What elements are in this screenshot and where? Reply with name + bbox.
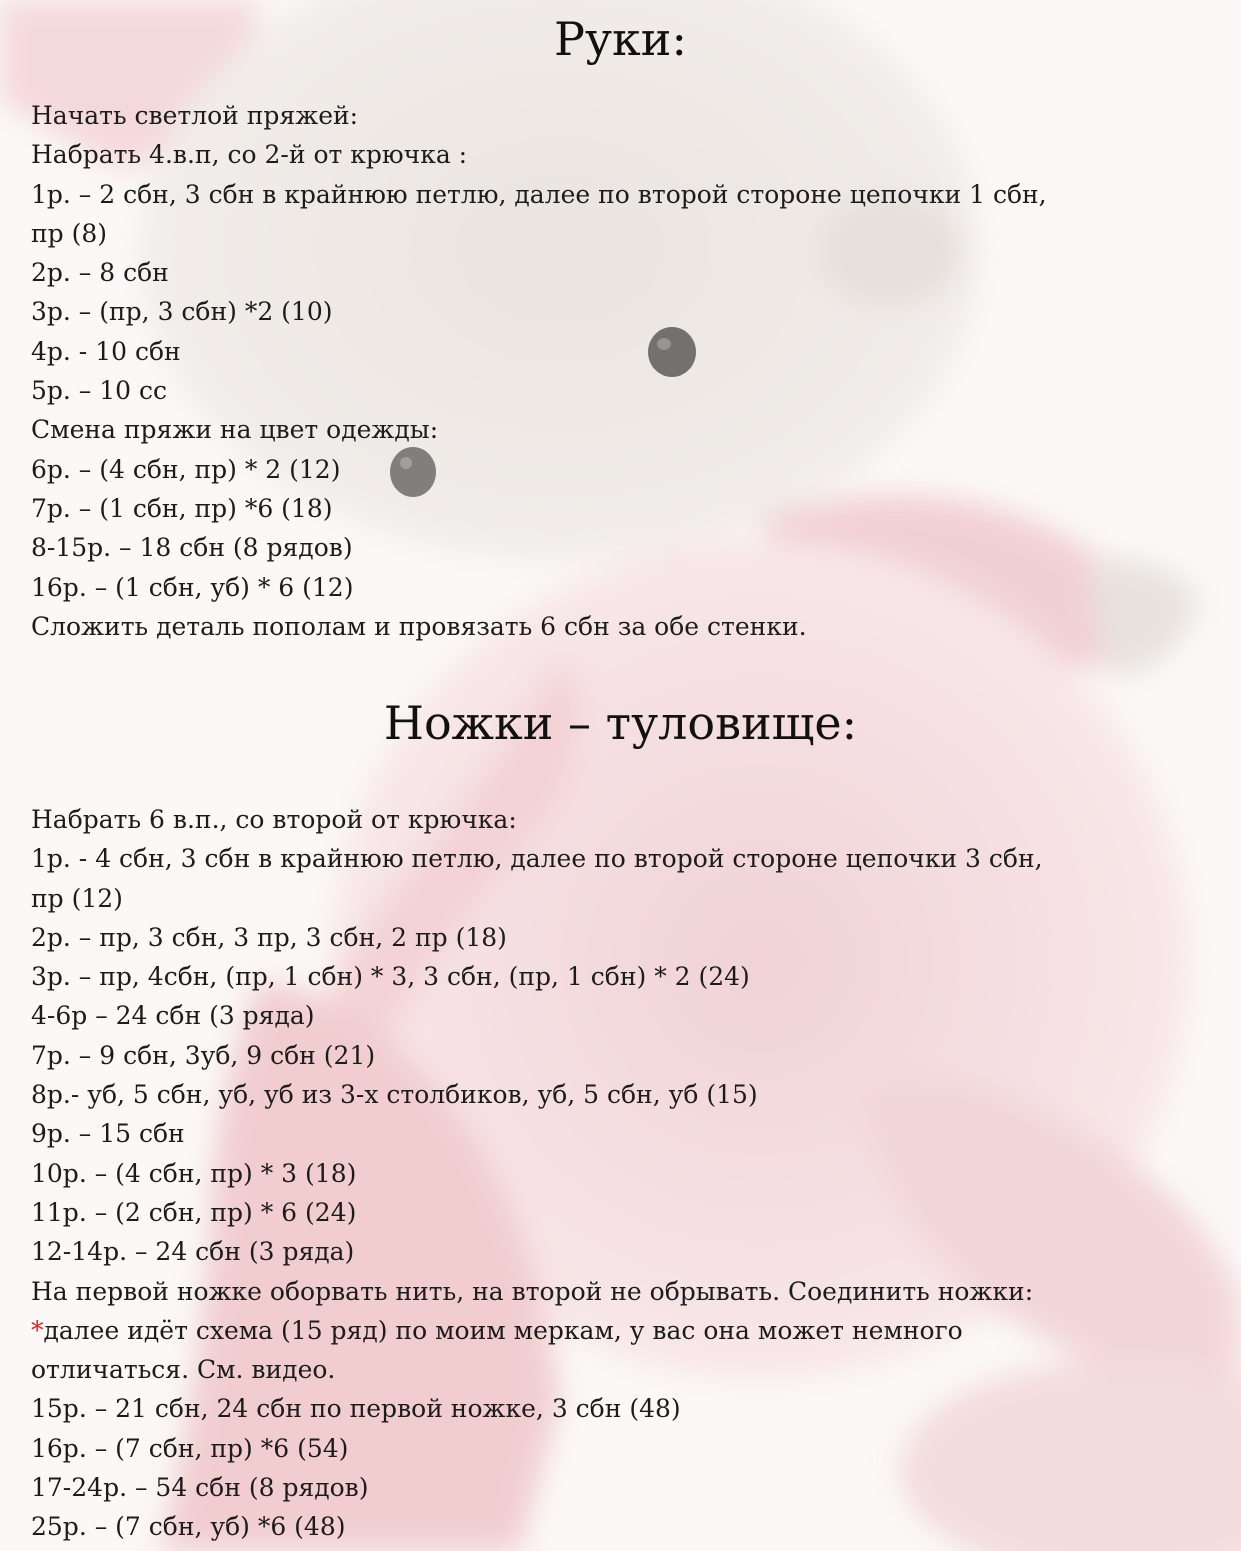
instruction-line: 17-24р. – 54 сбн (8 рядов)	[31, 1473, 369, 1503]
instruction-line: На первой ножке оборвать нить, на второй не обрывать. Соединить ножки:	[31, 1276, 1034, 1306]
instruction-line: 1р. - 4 сбн, 3 сбн в крайнюю петлю, далее по второй стороне цепочки 3 сбн,	[31, 844, 1043, 874]
note-line: отличаться. См. видео.	[31, 1355, 336, 1385]
section-title: Руки:	[554, 12, 687, 66]
pattern-instructions	[31, 96, 1221, 646]
note-line	[31, 1311, 1221, 1350]
section-title: Ножки – туловище:	[383, 696, 858, 750]
pattern-instructions	[31, 800, 1221, 1547]
instruction-line: 4-6р – 24 сбн (3 ряда)	[31, 1001, 315, 1031]
instruction-line: Начать светлой пряжей:	[31, 101, 359, 130]
instruction-line: 2р. – пр, 3 сбн, 3 пр, 3 сбн, 2 пр (18)	[31, 922, 507, 952]
instruction-line: 16р. – (7 сбн, пр) *6 (54)	[31, 1433, 349, 1463]
instruction-line: 11р. – (2 сбн, пр) * 6 (24)	[31, 1197, 357, 1227]
instruction-line: 2р. – 8 сбн	[31, 258, 169, 288]
note-text: далее идёт схема (15 ряд) по моим меркам, у вас она может немного	[43, 1315, 963, 1345]
instruction-line: 8р.- уб, 5 сбн, уб, уб из 3-х столбиков, уб, 5 сбн, уб (15)	[31, 1080, 758, 1110]
instruction-line: 12-14р. – 24 сбн (3 ряда)	[31, 1237, 355, 1267]
instruction-line: 8-15р. – 18 сбн (8 рядов)	[31, 533, 353, 563]
instruction-line: Смена пряжи на цвет одежды:	[31, 415, 439, 445]
instruction-line: 4р. - 10 сбн	[31, 336, 181, 366]
instruction-line: пр (12)	[31, 883, 123, 913]
note-asterisk: *	[31, 1315, 44, 1345]
instruction-line: 16р. – (1 сбн, уб) * 6 (12)	[31, 572, 354, 602]
instruction-line: 1р. – 2 сбн, 3 сбн в крайнюю петлю, далее по второй стороне цепочки 1 сбн,	[31, 179, 1047, 209]
instruction-line: Сложить деталь пополам и провязать 6 сбн за обе стенки.	[31, 611, 807, 641]
instruction-line: 10р. – (4 сбн, пр) * 3 (18)	[31, 1158, 357, 1188]
instruction-line: 3р. – (пр, 3 сбн) *2 (10)	[31, 297, 333, 327]
instruction-line: Набрать 4.в.п, со 2-й от крючка :	[31, 140, 468, 170]
instruction-line: пр (8)	[31, 218, 108, 248]
instruction-line: 15р. – 21 сбн, 24 сбн по первой ножке, 3 сбн (48)	[31, 1394, 681, 1424]
instruction-line: 9р. – 15 сбн	[31, 1119, 185, 1149]
instruction-line: 7р. – 9 сбн, 3уб, 9 сбн (21)	[31, 1040, 376, 1070]
instruction-line: 5р. – 10 сс	[31, 376, 168, 406]
instruction-line: Набрать 6 в.п., со второй от крючка:	[31, 805, 517, 834]
instruction-line: 25р. – (7 сбн, уб) *6 (48)	[31, 1512, 346, 1542]
instruction-line: 7р. – (1 сбн, пр) *6 (18)	[31, 493, 333, 523]
instruction-line: 3р. – пр, 4сбн, (пр, 1 сбн) * 3, 3 сбн, (пр, 1 сбн) * 2 (24)	[31, 962, 750, 992]
instruction-line: 6р. – (4 сбн, пр) * 2 (12)	[31, 454, 341, 484]
